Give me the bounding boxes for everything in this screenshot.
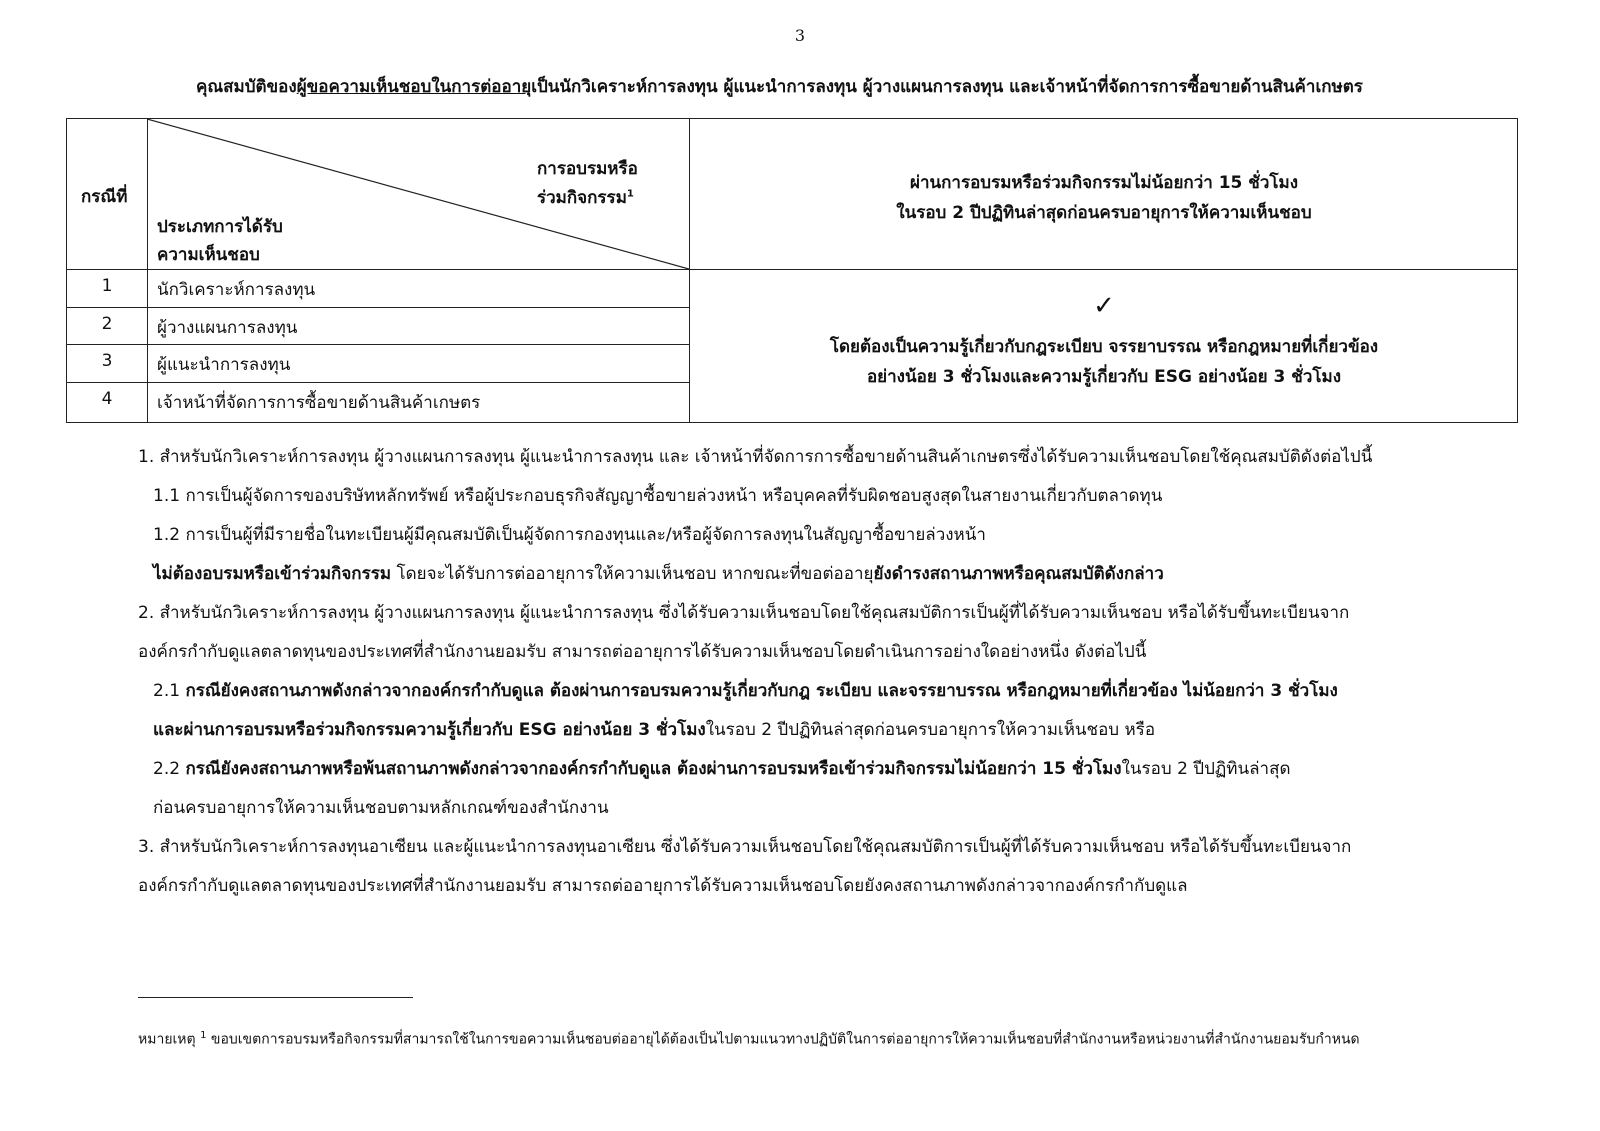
header-requirement-2: ในรอบ 2 ปีปฏิทินล่าสุดก่อนครบอายุการให้ความเห็นชอบ: [896, 203, 1312, 223]
note-2-1-rest: ในรอบ 2 ปีปฏิทินล่าสุดก่อนครบอายุการให้ความเห็นชอบ หรือ: [705, 720, 1156, 740]
merged-requirement-1: โดยต้องเป็นความรู้เกี่ยวกับกฎระเบียบ จรรยาบรรณ หรือกฎหมายที่เกี่ยวข้อง: [829, 337, 1379, 357]
note-2-2-rest: ในรอบ 2 ปีปฏิทินล่าสุด: [1121, 759, 1291, 779]
footnote-text: ขอบเขตการอบรมหรือกิจกรรมที่สามารถใช้ในการขอความเห็นชอบต่ออายุได้ต้องเป็นไปตามแนวทางปฏิบัติในการต่ออายุการให้ความเห็นชอบที่สำนักงานหรือหน่วยงานที่สำนักงานยอมรับกำหนด: [206, 1031, 1360, 1048]
qualification-table: [66, 118, 1518, 423]
row-type-1: นักวิเคราะห์การลงทุน: [157, 280, 316, 300]
note-2-1-bold-a: กรณียังคงสถานภาพดังกล่าวจากองค์กรกำกับดูแล ต้องผ่านการอบรมความรู้เกี่ยวกับกฎ ระเบียบ และจรรยาบรรณ หรือกฎหมายที่เกี่ยวข้อง ไม่น้อยกว่า 3 ชั่วโมง: [185, 681, 1338, 701]
page-title: [196, 73, 1536, 100]
page-number: 3: [794, 26, 806, 45]
row-type-2: ผู้วางแผนการลงทุน: [157, 318, 298, 338]
note-1-bold-1: ไม่ต้องอบรมหรือเข้าร่วมกิจกรรม: [153, 564, 392, 584]
note-2-2-bold: กรณียังคงสถานภาพหรือพ้นสถานภาพดังกล่าวจากองค์กรกำกับดูแล ต้องผ่านการอบรมหรือเข้าร่วมกิจกรรมไม่น้อยกว่า 15 ชั่วโมง: [185, 759, 1122, 779]
note-1-bold-2: ยังดำรงสถานภาพหรือคุณสมบัติดังกล่าว: [873, 564, 1164, 584]
note-1-2: 1.2 การเป็นผู้ที่มีรายชื่อในทะเบียนผู้มีคุณสมบัติเป็นผู้จัดการกองทุนและ/หรือผู้จัดการลงทุนในสัญญาซื้อขายล่วงหน้า: [153, 525, 986, 545]
footnote-marker: 1: [200, 1030, 207, 1041]
note-3-line-1: 3. สำหรับนักวิเคราะห์การลงทุนอาเซียน และผู้แนะนำการลงทุนอาเซียน ซึ่งได้รับความเห็นชอบโดยใช้คุณสมบัติการเป็นผู้ที่ได้รับความเห็นชอบ หรือได้รับขึ้นทะเบียนจาก: [138, 837, 1352, 857]
row-type-3: ผู้แนะนำการลงทุน: [157, 355, 291, 375]
note-2-1-line-1: [153, 680, 1338, 702]
footnote-prefix: หมายเหตุ: [138, 1031, 201, 1048]
header-diag-top-2: [537, 184, 634, 211]
note-1: 1. สำหรับนักวิเคราะห์การลงทุน ผู้วางแผนการลงทุน ผู้แนะนำการลงทุน และ เจ้าหน้าที่จัดการการซื้อขายด้านสินค้าเกษตรซึ่งได้รับความเห็นชอบโดยใช้คุณสมบัติดังต่อไปนี้: [138, 447, 1373, 467]
note-1-mid: โดยจะได้รับการต่ออายุการให้ความเห็นชอบ หากขณะที่ขอต่ออายุ: [391, 564, 874, 584]
merged-requirement-2: อย่างน้อย 3 ชั่วโมงและความรู้เกี่ยวกับ ESG อย่างน้อย 3 ชั่วโมง: [866, 367, 1342, 387]
note-1-conclusion: [153, 563, 1164, 585]
row-no-3: 3: [101, 351, 113, 371]
row-no-1: 1: [101, 276, 113, 296]
note-2-2-line-2: ก่อนครบอายุการให้ความเห็นชอบตามหลักเกณฑ์ของสำนักงาน: [153, 798, 609, 818]
row-divider-1: [67, 307, 689, 308]
footnote-rule: [138, 997, 413, 998]
row-divider-2: [67, 344, 689, 345]
row-no-4: 4: [101, 389, 113, 409]
title-part1: คุณสมบัติของ: [196, 77, 297, 97]
header-footnote-marker: 1: [626, 188, 634, 200]
header-requirement-1: ผ่านการอบรมหรือร่วมกิจกรรมไม่น้อยกว่า 15 ชั่วโมง: [909, 173, 1299, 193]
note-3-line-2: องค์กรกำกับดูแลตลาดทุนของประเทศที่สำนักงานยอมรับ สามารถต่ออายุการได้รับความเห็นชอบโดยยังคงสถานภาพดังกล่าวจากองค์กรกำกับดูแล: [138, 876, 1188, 896]
header-case-label: กรณีที่: [81, 187, 128, 207]
note-2-1-bold-b: และผ่านการอบรมหรือร่วมกิจกรรมความรู้เกี่ยวกับ ESG อย่างน้อย 3 ชั่วโมง: [153, 720, 706, 740]
header-diag-bottom-1: ประเภทการได้รับ: [157, 217, 283, 237]
note-1-1: 1.1 การเป็นผู้จัดการของบริษัทหลักทรัพย์ หรือผู้ประกอบธุรกิจสัญญาซื้อขายล่วงหน้า หรือบุคคลที่รับผิดชอบสูงสุดในสายงานเกี่ยวกับตลาดทุน: [153, 486, 1163, 506]
note-2-line-1: 2. สำหรับนักวิเคราะห์การลงทุน ผู้วางแผนการลงทุน ผู้แนะนำการลงทุน ซึ่งได้รับความเห็นชอบโดยใช้คุณสมบัติการเป็นผู้ที่ได้รับความเห็นชอบ หรือได้รับขึ้นทะเบียนจาก: [138, 603, 1350, 623]
note-2-line-2: องค์กรกำกับดูแลตลาดทุนของประเทศที่สำนักงานยอมรับ สามารถต่ออายุการได้รับความเห็นชอบโดยดำเนินการอย่างใดอย่างหนึ่ง ดังต่อไปนี้: [138, 642, 1147, 662]
header-diag-bottom-2: ความเห็นชอบ: [157, 245, 260, 265]
row-divider-3: [67, 382, 689, 383]
row-type-4: เจ้าหน้าที่จัดการการซื้อขายด้านสินค้าเกษตร: [157, 393, 481, 413]
title-underlined: ผู้ขอความเห็นชอบในการต่ออายุ: [296, 77, 532, 97]
row-no-2: 2: [101, 314, 113, 334]
title-part2: เป็นนักวิเคราะห์การลงทุน ผู้แนะนำการลงทุน ผู้วางแผนการลงทุน และเจ้าหน้าที่จัดการการซื้อขายด้านสินค้าเกษตร: [531, 77, 1363, 97]
check-icon: ✓: [1093, 291, 1115, 321]
note-2-1-num: 2.1: [153, 681, 186, 701]
header-diag-top-2-text: ร่วมกิจกรรม: [537, 188, 627, 208]
header-diag-top-1: การอบรมหรือ: [537, 159, 638, 179]
note-2-1-line-2: [153, 719, 1155, 741]
note-2-2-line-1: [153, 758, 1291, 780]
col-divider-2: [689, 119, 690, 422]
note-2-2-num: 2.2: [153, 759, 186, 779]
footnote: [138, 1020, 1518, 1056]
